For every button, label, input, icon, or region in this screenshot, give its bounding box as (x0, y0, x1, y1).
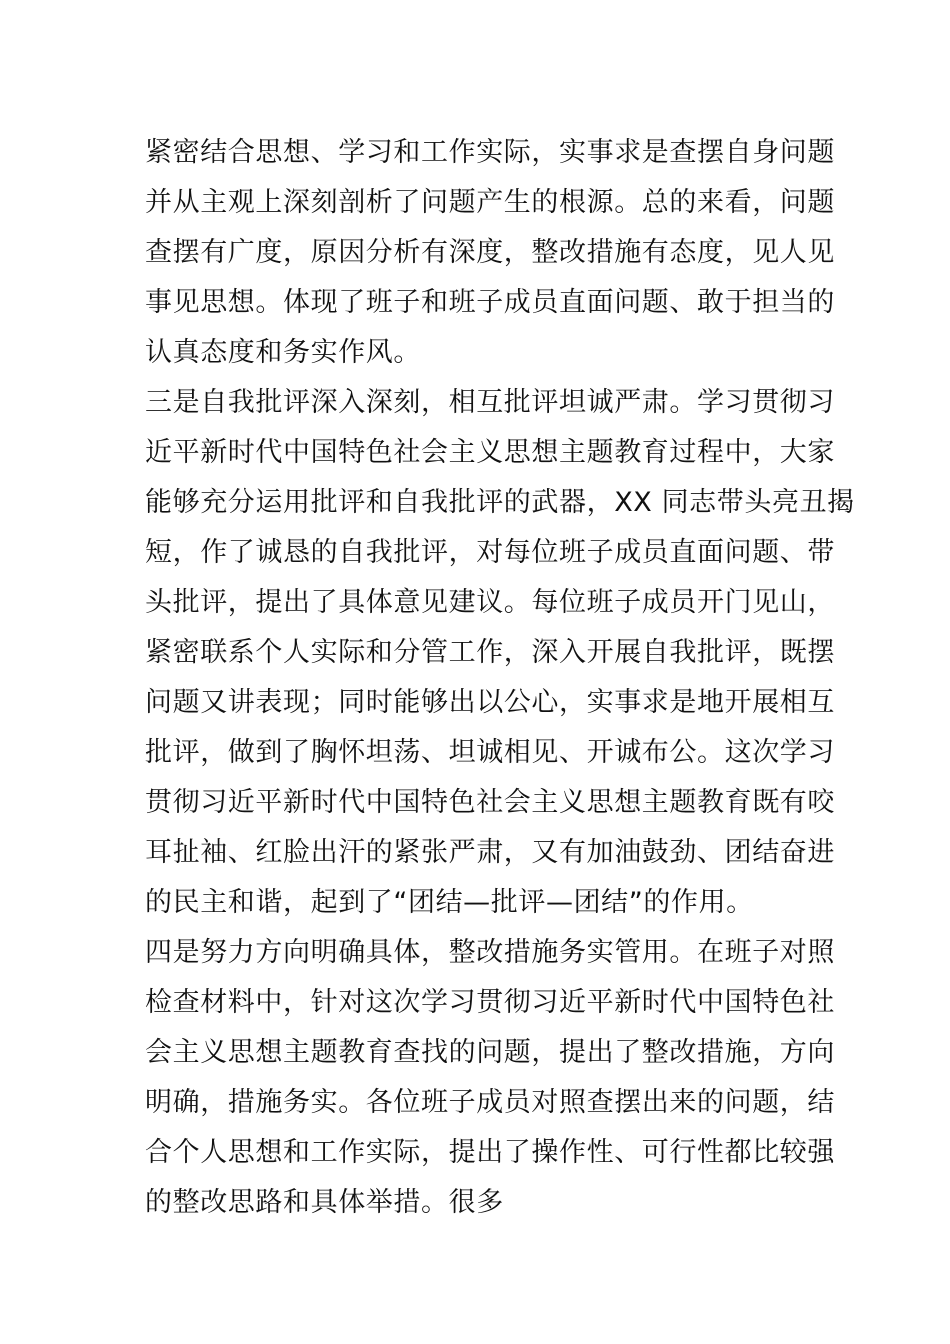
text-line: 的民主和谐，起到了“团结—批评—团结”的作用。 (145, 887, 754, 918)
text-line: 并从主观上深刻剖析了问题产生的根源。总的来看，问题 (145, 187, 835, 218)
text-line: 合个人思想和工作实际，提出了操作性、可行性都比较强 (145, 1137, 835, 1168)
text-line: 会主义思想主题教育查找的问题，提出了整改措施，方向 (145, 1037, 835, 1068)
body-text (145, 128, 855, 1228)
paragraph-four-start: 四是努力方向明确具体，整改措施务实管用。在班子对照 (145, 937, 835, 968)
text-line: 检查材料中，针对这次学习贯彻习近平新时代中国特色社 (145, 987, 835, 1018)
text-line: 耳扯袖、红脸出汗的紧张严肃，又有加油鼓劲、团结奋进 (145, 837, 835, 868)
text-line: 认真态度和务实作风。 (145, 337, 421, 368)
text-line: 事见思想。体现了班子和班子成员直面问题、敢于担当的 (145, 287, 835, 318)
text-line: 的整改思路和具体举措。很多 (145, 1187, 504, 1218)
text-line: 头批评，提出了具体意见建议。每位班子成员开门见山， (145, 587, 835, 618)
text-line: 批评，做到了胸怀坦荡、坦诚相见、开诚布公。这次学习 (145, 737, 835, 768)
text-line: 能够充分运用批评和自我批评的武器，XX 同志带头亮丑揭 (145, 487, 855, 518)
text-line: 问题又讲表现；同时能够出以公心，实事求是地开展相互 (145, 687, 835, 718)
text-line: 近平新时代中国特色社会主义思想主题教育过程中，大家 (145, 437, 835, 468)
paragraph-three-start: 三是自我批评深入深刻，相互批评坦诚严肃。学习贯彻习 (145, 387, 835, 418)
text-line: 贯彻习近平新时代中国特色社会主义思想主题教育既有咬 (145, 787, 835, 818)
text-line: 紧密结合思想、学习和工作实际，实事求是查摆自身问题 (145, 137, 835, 168)
text-line: 查摆有广度，原因分析有深度，整改措施有态度，见人见 (145, 237, 835, 268)
text-line: 紧密联系个人实际和分管工作，深入开展自我批评，既摆 (145, 637, 835, 668)
text-line: 明确，措施务实。各位班子成员对照查摆出来的问题，结 (145, 1087, 835, 1118)
text-line: 短，作了诚恳的自我批评，对每位班子成员直面问题、带 (145, 537, 835, 568)
